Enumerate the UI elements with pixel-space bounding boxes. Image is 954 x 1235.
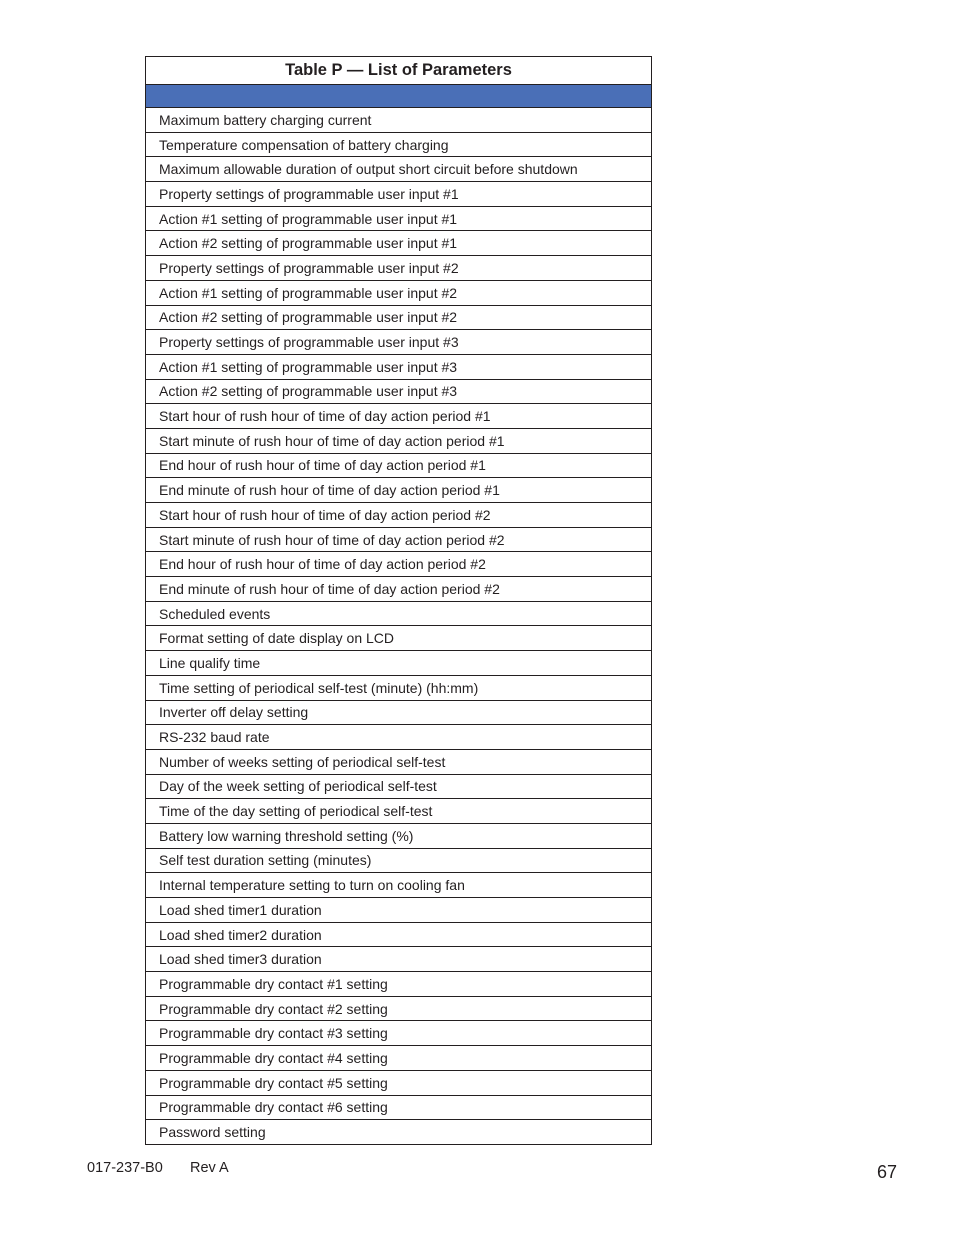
table-row [146,552,652,577]
parameter-name: Internal temperature setting to turn on cooling fan [146,873,652,898]
parameters-table [145,56,652,1145]
parameter-name: Property settings of programmable user input #1 [146,182,652,207]
table-row [146,1070,652,1095]
table-row [146,675,652,700]
parameter-name: Inverter off delay setting [146,700,652,725]
parameter-name: Action #1 setting of programmable user input #2 [146,280,652,305]
table-row [146,256,652,281]
table-row [146,577,652,602]
table-row [146,601,652,626]
table-title: Table P — List of Parameters [146,57,652,85]
table-row [146,182,652,207]
parameter-name: Programmable dry contact #6 setting [146,1095,652,1120]
table-row [146,527,652,552]
parameter-name: Number of weeks setting of periodical self-test [146,749,652,774]
document-revision: Rev A [190,1160,229,1176]
parameter-name: End minute of rush hour of time of day action period #1 [146,478,652,503]
parameter-name: Programmable dry contact #2 setting [146,996,652,1021]
table-row [146,922,652,947]
table-row [146,1120,652,1145]
table-row [146,774,652,799]
table-row [146,503,652,528]
parameter-name: Format setting of date display on LCD [146,626,652,651]
table-row [146,453,652,478]
table-row [146,749,652,774]
table-row [146,873,652,898]
parameter-name: Start minute of rush hour of time of day action period #1 [146,428,652,453]
table-header-band [146,85,652,108]
parameter-name: Programmable dry contact #5 setting [146,1070,652,1095]
table-row [146,700,652,725]
table-row [146,1021,652,1046]
parameter-name: Temperature compensation of battery charging [146,132,652,157]
table-row [146,231,652,256]
table-body [146,108,652,1145]
table-row [146,947,652,972]
parameter-name: Action #2 setting of programmable user input #1 [146,231,652,256]
parameter-name: Action #2 setting of programmable user input #2 [146,305,652,330]
table-row [146,725,652,750]
parameter-name: Start hour of rush hour of time of day action period #2 [146,503,652,528]
parameter-name: Day of the week setting of periodical self-test [146,774,652,799]
parameter-name: End hour of rush hour of time of day action period #1 [146,453,652,478]
parameter-name: Self test duration setting (minutes) [146,848,652,873]
parameter-name: Line qualify time [146,651,652,676]
table-row [146,898,652,923]
parameter-name: Action #1 setting of programmable user input #1 [146,206,652,231]
table-row [146,206,652,231]
table-row [146,132,652,157]
table-row [146,996,652,1021]
parameter-name: Action #2 setting of programmable user input #3 [146,379,652,404]
table-row [146,108,652,133]
parameter-name: Maximum allowable duration of output short circuit before shutdown [146,157,652,182]
parameter-name: RS-232 baud rate [146,725,652,750]
table-row [146,354,652,379]
table-row [146,379,652,404]
parameter-name: Load shed timer3 duration [146,947,652,972]
parameter-name: Start hour of rush hour of time of day action period #1 [146,404,652,429]
parameter-name: Battery low warning threshold setting (%) [146,823,652,848]
table-row [146,157,652,182]
parameter-name: End hour of rush hour of time of day action period #2 [146,552,652,577]
parameter-name: Property settings of programmable user input #3 [146,330,652,355]
header-band [146,85,652,108]
table-row [146,428,652,453]
table-row [146,330,652,355]
parameter-name: Programmable dry contact #3 setting [146,1021,652,1046]
document-number: 017-237-B0 [87,1160,163,1176]
table-title-row [146,57,652,85]
parameter-name: Programmable dry contact #4 setting [146,1046,652,1071]
parameter-name: Scheduled events [146,601,652,626]
table-row [146,1095,652,1120]
page-number: 67 [877,1162,898,1182]
table-row [146,404,652,429]
table-row [146,972,652,997]
table-row [146,651,652,676]
parameter-name: End minute of rush hour of time of day action period #2 [146,577,652,602]
table-row [146,799,652,824]
parameter-name: Time of the day setting of periodical self-test [146,799,652,824]
table-row [146,280,652,305]
table-row [146,848,652,873]
parameter-name: Maximum battery charging current [146,108,652,133]
parameter-name: Load shed timer2 duration [146,922,652,947]
table-row [146,1046,652,1071]
parameter-name: Property settings of programmable user input #2 [146,256,652,281]
parameter-name: Time setting of periodical self-test (minute) (hh:mm) [146,675,652,700]
parameter-name: Programmable dry contact #1 setting [146,972,652,997]
parameter-name: Action #1 setting of programmable user input #3 [146,354,652,379]
table-row [146,305,652,330]
table-row [146,478,652,503]
table-row [146,823,652,848]
parameter-name: Load shed timer1 duration [146,898,652,923]
parameter-name: Start minute of rush hour of time of day action period #2 [146,527,652,552]
table-row [146,626,652,651]
parameter-name: Password setting [146,1120,652,1145]
